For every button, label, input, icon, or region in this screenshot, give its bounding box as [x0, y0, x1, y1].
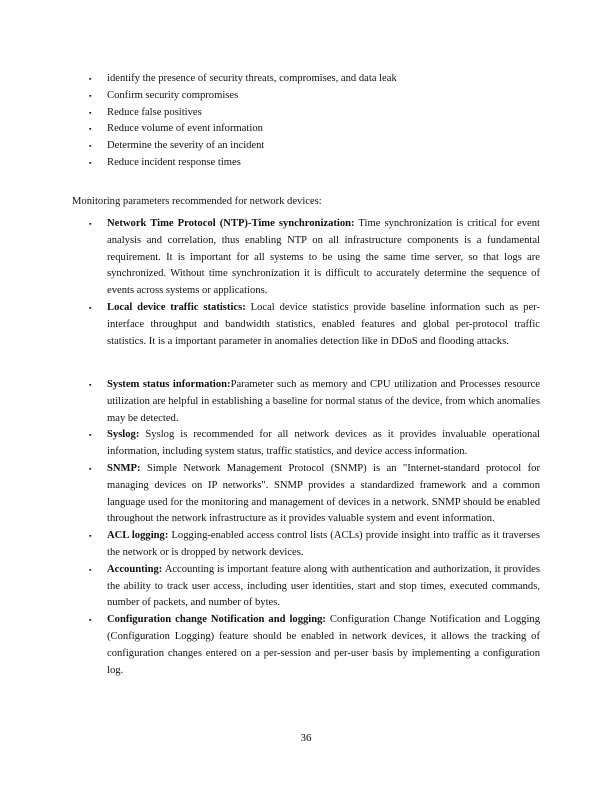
- monitoring-parameters-list-b: [89, 377, 540, 679]
- monitoring-parameters-list-a: [89, 216, 540, 350]
- item-term: SNMP:: [107, 462, 141, 474]
- goal-item: [89, 138, 529, 155]
- page-number: 36: [300, 732, 312, 744]
- square-bullet-icon: ▪: [89, 431, 92, 440]
- square-bullet-icon: ▪: [89, 464, 92, 473]
- square-bullet-icon: ▪: [89, 532, 92, 541]
- item-term: ACL logging:: [107, 530, 169, 542]
- item-term: Local device traffic statistics:: [107, 301, 246, 313]
- monitoring-item-acl-logging: [89, 528, 540, 562]
- item-term: Syslog:: [107, 429, 140, 441]
- item-description: Configuration Change Notification and Logging (Configuration Logging) feature should be enabled in network devices, it allows the tracking of configuration changes entered on a per-session and per-user basis by implementing a configuration log.: [107, 614, 540, 676]
- goal-text: identify the presence of security threats, compromises, and data leak: [107, 73, 397, 84]
- square-bullet-icon: ▪: [89, 91, 92, 100]
- goal-item: [89, 88, 529, 105]
- square-bullet-icon: ▪: [89, 125, 92, 134]
- monitoring-item-syslog: [89, 427, 540, 461]
- goal-item: [89, 155, 529, 172]
- goals-bullet-list: [89, 71, 529, 172]
- square-bullet-icon: ▪: [89, 381, 92, 389]
- monitoring-intro: Monitoring parameters recommended for network devices:: [72, 195, 322, 207]
- goal-item: [89, 105, 529, 122]
- square-bullet-icon: ▪: [89, 565, 92, 574]
- item-description: Accounting is important feature along with authentication and authorization, it provides the ability to track user access, including user identities, start and stop times, executed commands, number of packets, and number of bytes.: [107, 563, 540, 609]
- goal-text: Reduce incident response times: [107, 156, 241, 168]
- square-bullet-icon: ▪: [89, 108, 92, 117]
- item-description: Syslog is recommended for all network devices as it provides invaluable operational information, including system status, traffic statistics, and device access information.: [107, 429, 540, 458]
- item-description: Logging-enabled access control lists (ACLs) provide insight into traffic as it traverses the network or is dropped by network devices.: [107, 530, 540, 558]
- goal-text: Reduce false positives: [107, 106, 202, 118]
- item-term: System status information:: [107, 379, 231, 390]
- item-description: Parameter such as memory and CPU utilization and Processes resource utilization are helpful in establishing a baseline for normal status of the device, from which anomalies may be detected.: [107, 379, 540, 424]
- goal-item: [89, 121, 529, 138]
- monitoring-item-traffic-statistics: [89, 300, 540, 350]
- monitoring-item-configuration-logging: [89, 612, 540, 679]
- goal-text: Confirm security compromises: [107, 89, 239, 101]
- monitoring-item-system-status: [89, 377, 540, 427]
- square-bullet-icon: ▪: [89, 616, 92, 625]
- square-bullet-icon: ▪: [89, 142, 92, 151]
- item-term: Accounting:: [107, 563, 163, 575]
- item-description: Local device statistics provide baseline information such as per-interface throughput and bandwidth statistics, enabled features and global per-protocol traffic statistics. It is a important parameter in anomalies detection like in DDoS and flooding attacks.: [107, 301, 540, 347]
- square-bullet-icon: ▪: [89, 75, 92, 83]
- item-description: Simple Network Management Protocol (SNMP) is an "Internet-standard protocol for managing devices on IP networks". SNMP provides a standardized framework and a common language used for the monitoring and management of devices in a network. SNMP should be enabled throughout the network infrastructure as it provides valuable system and event information.: [107, 462, 540, 525]
- monitoring-item-accounting: [89, 562, 540, 612]
- item-term: Network Time Protocol (NTP)-Time synchronization:: [107, 218, 355, 229]
- monitoring-item-ntp: [89, 216, 540, 300]
- goal-text: Determine the severity of an incident: [107, 140, 265, 152]
- item-description: Time synchronization is critical for event analysis and correlation, thus enabling NTP on all infrastructure components is a fundamental requirement. It is important for all systems to be using the same time server, so that logs are synchronized. Without time synchronization it is difficult to accurately determine the sequence of events across systems or applications.: [107, 218, 540, 297]
- goal-item: [89, 71, 529, 88]
- monitoring-item-snmp: [89, 461, 540, 528]
- square-bullet-icon: ▪: [89, 220, 92, 228]
- goal-text: Reduce volume of event information: [107, 123, 263, 135]
- item-term: Configuration change Notification and logging:: [107, 614, 326, 626]
- square-bullet-icon: ▪: [89, 158, 92, 167]
- square-bullet-icon: ▪: [89, 303, 92, 312]
